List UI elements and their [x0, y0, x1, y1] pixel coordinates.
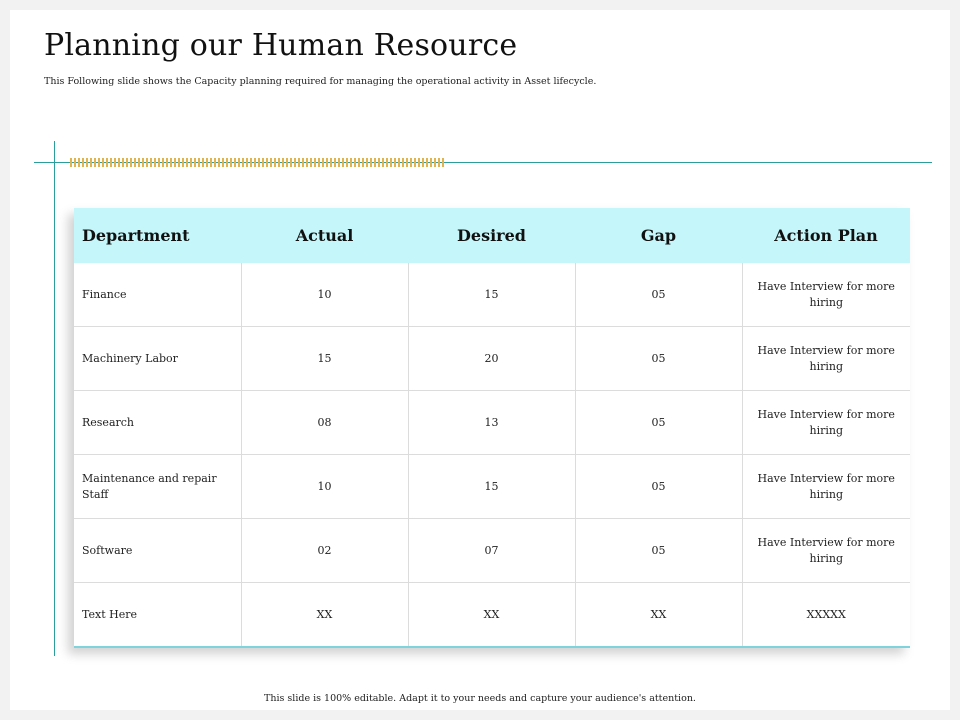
table-row	[74, 455, 910, 519]
cell-action-plan: Have Interview for more hiring	[742, 455, 910, 519]
cell-department: Research	[74, 391, 241, 455]
table-header-row	[74, 208, 910, 263]
slide	[10, 10, 950, 710]
cell-actual: 15	[241, 327, 408, 391]
header-desired: Desired	[408, 208, 575, 263]
page-subtitle: This Following slide shows the Capacity planning required for managing the operational activity in Asset lifecycle.	[44, 76, 597, 87]
decorative-vertical-line	[54, 141, 55, 656]
cell-gap: XX	[575, 583, 742, 647]
table-row	[74, 263, 910, 327]
table-row	[74, 583, 910, 647]
cell-action-plan: XXXXX	[806, 607, 846, 621]
cell-department: Maintenance and repair Staff	[74, 455, 241, 519]
table-row	[74, 519, 910, 583]
page-title: Planning our Human Resource	[44, 28, 518, 63]
cell-actual: 10	[241, 263, 408, 327]
cell-gap: 05	[575, 391, 742, 455]
cell-desired: XX	[408, 583, 575, 647]
cell-gap: 05	[575, 519, 742, 583]
cell-action-plan: Have Interview for more hiring	[742, 519, 910, 583]
cell-actual: XX	[241, 583, 408, 647]
header-action-plan: Action Plan	[742, 208, 910, 263]
cell-gap: 05	[575, 327, 742, 391]
table-row	[74, 391, 910, 455]
cell-actual: 08	[241, 391, 408, 455]
table-row	[74, 327, 910, 391]
header-gap: Gap	[575, 208, 742, 263]
cell-desired: 13	[408, 391, 575, 455]
header-department: Department	[74, 208, 241, 263]
cell-desired: 15	[408, 455, 575, 519]
cell-department: Finance	[74, 263, 241, 327]
cell-action-plan: Have Interview for more hiring	[742, 391, 910, 455]
cell-action-plan: Have Interview for more hiring	[742, 327, 910, 391]
cell-desired: 07	[408, 519, 575, 583]
capacity-table-container	[74, 208, 910, 648]
header-actual: Actual	[241, 208, 408, 263]
cell-actual: 10	[241, 455, 408, 519]
capacity-table	[74, 208, 910, 646]
cell-department: Machinery Labor	[74, 327, 241, 391]
cell-gap: 05	[575, 263, 742, 327]
footer-note: This slide is 100% editable. Adapt it to your needs and capture your audience's attention.	[264, 693, 696, 704]
cell-department: Text Here	[74, 583, 241, 647]
cell-gap: 05	[575, 455, 742, 519]
cell-desired: 15	[408, 263, 575, 327]
cell-desired: 20	[408, 327, 575, 391]
cell-action-plan: Have Interview for more hiring	[742, 263, 910, 327]
cell-department: Software	[74, 519, 241, 583]
decorative-hatch-bar	[70, 158, 445, 167]
cell-actual: 02	[241, 519, 408, 583]
